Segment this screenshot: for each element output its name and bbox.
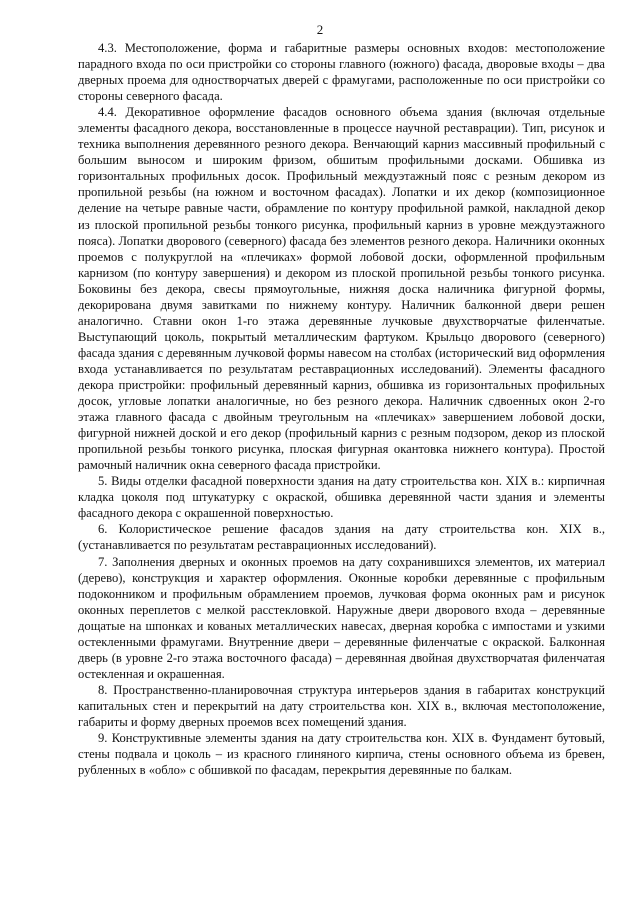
document-body — [78, 40, 605, 778]
paragraph-5: 5. Виды отделки фасадной поверхности здания на дату строительства кон. XIX в.: кирпичная кладка цоколя под штукатурку с окраской, обшивка деревянной части здания и элементы фасадного декора с окрашенной поверхностью. — [78, 474, 605, 521]
paragraph-7: 7. Заполнения дверных и оконных проемов на дату сохранившихся элементов, их материал (дерево), конструкция и характер оформления. Оконные коробки деревянные с профильным подоконником и профильным обрамлением проемов, лучковая форма оконных рам и рисунок оконных переплетов с мелкой расстекловкой. Наружные двери дворового входа – деревянные дощатые на шпонках и кованых металлических навесах, дверная коробка с импостами и узкими остекленными фрамугами. Внутренние двери – деревянные филенчатые с окраской. Балконная дверь (в уровне 2-го этажа восточного фасада) – деревянная двойная двухстворчатая филенчатая остекленная и окрашенная. — [78, 554, 605, 681]
page-number: 2 — [316, 22, 324, 37]
paragraph-9: 9. Конструктивные элементы здания на дату строительства кон. XIX в. Фундамент бутовый, стены подвала и цоколь – из красного глиняного кирпича, стены основного объема из бревен, рубленных в «обло» с обшивкой по фасадам, перекрытия деревянные по балкам. — [78, 731, 605, 778]
paragraph-6: 6. Колористическое решение фасадов здания на дату строительства кон. XIX в., (устанавливается по результатам реставрационных исследований). — [78, 522, 605, 553]
paragraph-4-4: 4.4. Декоративное оформление фасадов основного объема здания (включая отдельные элементы фасадного декора, восстановленные в процессе научной реставрации). Тип, рисунок и техника выполнения деревянного резного декора. Венчающий карниз массивный профильный с большим выносом и широким фризом, обшитым профильными досками. Обшивка из горизонтальных профильных досок. Профильный междуэтажный пояс с резным декором из пропильной резьбы (на южном и восточном фасадах). Лопатки и их декор (композиционное деление на четыре равные части, обрамление по контуру профильной рамкой, накладной декор из плоской пропильной резьбы тонкого рисунка, профильный карниз в уровне междуэтажного пояса). Лопатки дворового (северного) фасада без элементов резного декора. Наличники оконных проемов с полукруглой на «плечиках» формой лобовой доски, оформленной профильным карнизом (по контуру завершения) и декором из плоской пропильной резьбы тонкого рисунка. Боковины без декора, свесы прямоугольные, нижняя доска наличника фигурной формы, декорирована двумя завитками по нижнему контуру. Наличник балконной двери решен аналогично. Ставни окон 1-го этажа деревянные лучковые двухстворчатые филенчатые. Выступающий цоколь, покрытый металлическим фартуком. Крыльцо дворового (северного) фасада здания с деревянным лучковой формы навесом на столбах (исторический вид оформления входа устанавливается по результатам реставрационных исследований). Элементы фасадного декора пристройки: профильный деревянный карниз, обшивка из горизонтальных профильных досок, угловые лопатки аналогичные, но без резного декора. Наличник сдвоенных окон 2-го этажа главного фасада с двойным треугольным на «плечиках» завершением лобовой доски, фигурной нижней доской и его декор (профильный карниз с резным подзором, декор из плоской пропильной резьбы тонкого рисунка, плоская фигурная окантовка нижнего контура). Простой рамочный наличник окна северного фасада пристройки. — [78, 105, 605, 473]
paragraph-4-3: 4.3. Местоположение, форма и габаритные размеры основных входов: местоположение парадного входа по оси пристройки со стороны главного (южного) фасада, дворовые входы – два дверных проема для одностворчатых дверей с фрамугами, расположенные по оси пристройки со стороны северного фасада. — [78, 41, 605, 104]
paragraph-8: 8. Пространственно-планировочная структура интерьеров здания в габаритах конструкций капитальных стен и перекрытий на дату строительства кон. XIX в., включая местоположение, габариты и форму дверных проемов всех помещений здания. — [78, 682, 605, 729]
